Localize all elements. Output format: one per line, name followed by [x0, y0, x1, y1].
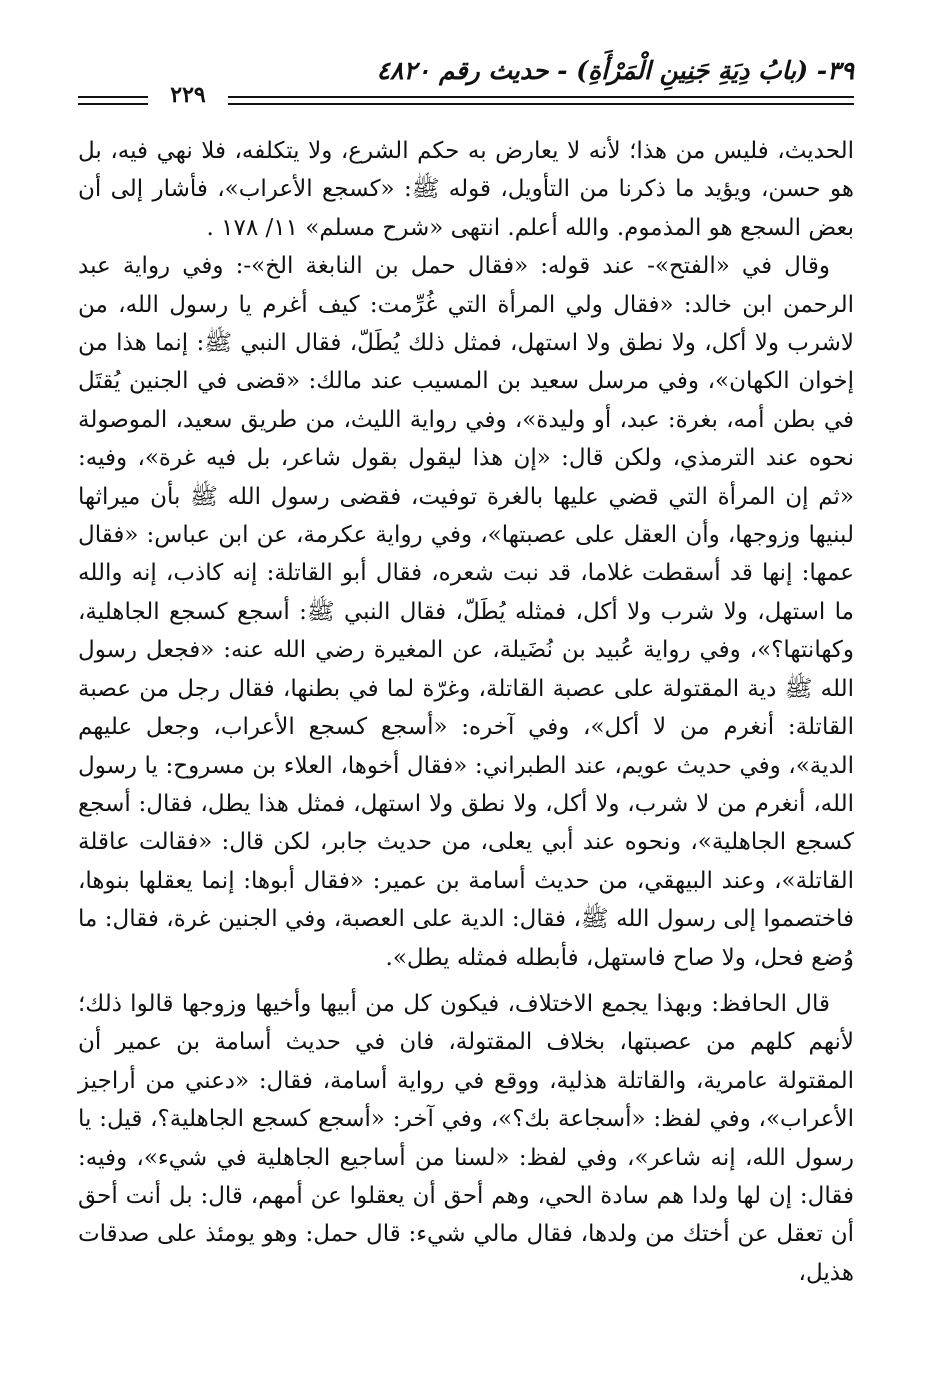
paragraph: وقال في «الفتح»- عند قوله: «فقال حمل بن النابغة الخ»-: وفي رواية عبد الرحمن ابن خالد: «فقال ولي المرأة التي غُرِّمت: كيف أغرم يا رسول الله، من لاشرب ولا أكل، ولا نطق ولا استهل، فمثل ذلك يُطَلّ، فقال النبي ﷺ: إنما هذا من إخوان الكهان»، وفي مرسل سعيد بن المسيب عند مالك: «قضى في الجنين يُقتَل في بطن أمه، بغرة: عبد، أو وليدة»، وفي رواية الليث، من طريق سعيد، الموصولة نحوه عند الترمذي، ولكن قال: «إن هذا ليقول بقول شاعر، بل فيه غرة»، وفيه: «ثم إن المرأة التي قضي عليها بالغرة توفيت، فقضى رسول الله ﷺ بأن ميراثها لبنيها وزوجها، وأن العقل على عصبتها»، وفي رواية عكرمة، عن ابن عباس: «فقال عمها: إنها قد أسقطت غلاما، قد نبت شعره، فقال أبو القاتلة: إنه كاذب، إنه والله ما استهل، ولا شرب ولا أكل، فمثله يُطَلّ، فقال النبي ﷺ: أسجع كسجع الجاهلية، وكهانتها؟»، وفي رواية عُبيد بن نُضَيلة، عن المغيرة رضي الله عنه: «فجعل رسول الله ﷺ دية المقتولة على عصبة القاتلة، وغرّة لما في بطنها، فقال رجل من عصبة القاتلة: أنغرم من لا أكل»، وفي آخره: «أسجع كسجع الأعراب، وجعل عليهم الدية»، وفي حديث عويم، عند الطبراني: «فقال أخوها، العلاء بن مسروح: يا رسول الله، أنغرم من لا شرب، ولا أكل، ولا نطق ولا استهل، فمثل هذا يطل، فقال: أسجع كسجع الجاهلية»، ونحوه عند أبي يعلى، من حديث جابر، لكن قال: «فقالت عاقلة القاتلة»، وعند البيهقي، من حديث أسامة بن عمير: «فقال أبوها: إنما يعقلها بنوها، فاختصموا إلى رسول الله ﷺ، فقال: الدية على العصبة، وفي الجنين غرة، فقال: ما وُضع فحل، ولا صاح فاستهل، فأبطله فمثله يطل».	[78, 253, 854, 971]
page-header	[78, 52, 854, 114]
header-rule	[78, 96, 148, 98]
header-rule	[228, 103, 854, 105]
body-text	[78, 132, 854, 1292]
header-rule	[228, 96, 854, 98]
paragraph: الحديث، فليس من هذا؛ لأنه لا يعارض به حكم الشرع، ولا يتكلفه، فلا نهي فيه، بل هو حسن، ويؤيد ما ذكرنا من التأويل، قوله ﷺ: «كسجع الأعراب»، فأشار إلى أن بعض السجع هو المذموم. والله أعلم. انتهى «شرح مسلم» ١١/ ١٧٨ .	[78, 138, 854, 241]
running-title: ٣٩- (بابُ دِيَةِ جَنِينِ الْمَرْأَةِ) - حديث رقم ٤٨٢٠	[376, 56, 854, 85]
paragraph: قال الحافظ: وبهذا يجمع الاختلاف، فيكون كل من أبيها وأخيها وزوجها قالوا ذلك؛ لأنهم كلهم من عصبتها، بخلاف المقتولة، فان في حديث أسامة بن عمير أن المقتولة عامرية، والقاتلة هذلية، ووقع في رواية أسامة، فقال: «دعني من أراجيز الأعراب»، وفي لفظ: «أسجاعة بك؟»، وفي آخر: «أسجع كسجع الجاهلية؟، قيل: يا رسول الله، إنه شاعر»، وفي لفظ: «لسنا من أساجيع الجاهلية في شيء»، وفيه: فقال: إن لها ولدا هم سادة الحي، وهم أحق أن يعقلوا عن أمهم، قال: بل أنت أحق أن تعقل عن أختك من ولدها، فقال مالي شيء: قال حمل: وهو يومئذ على صدقات هذيل،	[78, 990, 854, 1286]
header-rule	[78, 103, 148, 105]
page-number: ٢٢٩	[158, 80, 218, 110]
